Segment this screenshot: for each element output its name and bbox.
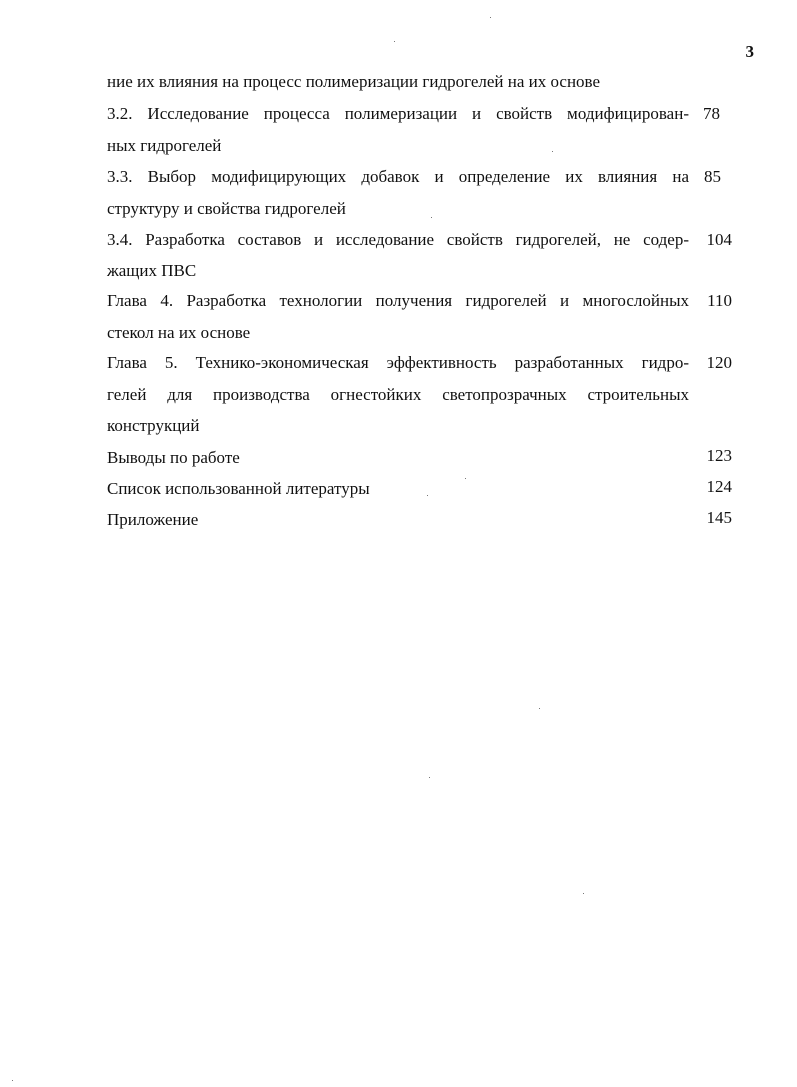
page-number: 3	[745, 42, 754, 61]
scan-speck	[490, 17, 491, 18]
scan-speck	[465, 478, 466, 479]
toc-entry-references: Список использованной литературы	[107, 479, 370, 498]
toc-entry-chapter-5-line-3: конструкций	[107, 416, 200, 435]
scan-speck	[431, 217, 432, 218]
toc-entry-references-page: 124	[706, 477, 732, 496]
toc-entry-chapter-5-line-1: Глава 5. Технико-экономическая эффективность разработанных гидро-	[107, 353, 689, 372]
toc-entry-3-2-page: 78	[703, 104, 720, 123]
scan-speck	[12, 1080, 13, 1081]
toc-entry-chapter-4-line-2: стекол на их основе	[107, 323, 251, 342]
toc-entry-appendix-page: 145	[706, 508, 732, 527]
toc-entry-3-3-line-2: структуру и свойства гидрогелей	[107, 199, 346, 218]
toc-entry-3-4-page: 104	[706, 230, 732, 249]
toc-entry-chapter-4-line-1: Глава 4. Разработка технологии получения гидрогелей и многослойных	[107, 291, 689, 310]
toc-entry-conclusions-page: 123	[706, 446, 732, 465]
toc-entry-chapter-5-page: 120	[706, 353, 732, 372]
scan-speck	[583, 893, 584, 894]
toc-entry-3-3-page: 85	[704, 167, 721, 186]
toc-entry-3-4-line-1: 3.4. Разработка составов и исследование свойств гидрогелей, не содер-	[107, 230, 689, 249]
toc-continuation-line: ние их влияния на процесс полимеризации гидрогелей на их основе	[107, 72, 601, 91]
scan-speck	[394, 41, 395, 42]
toc-entry-3-2-line-1: 3.2. Исследование процесса полимеризации и свойств модифицирован-	[107, 104, 689, 123]
toc-entry-3-2-line-2: ных гидрогелей	[107, 136, 222, 155]
toc-entry-appendix: Приложение	[107, 510, 199, 529]
toc-entry-chapter-5-line-2: гелей для производства огнестойких светопрозрачных строительных	[107, 385, 689, 404]
toc-entry-chapter-4-page: 110	[707, 291, 732, 310]
toc-entry-3-4-line-2: жащих ПВС	[107, 261, 197, 280]
scan-speck	[552, 151, 553, 152]
scan-speck	[427, 495, 428, 496]
scan-speck	[539, 708, 540, 709]
scan-speck	[429, 777, 430, 778]
toc-entry-3-3-line-1: 3.3. Выбор модифицирующих добавок и определение их влияния на	[107, 167, 689, 186]
toc-entry-conclusions: Выводы по работе	[107, 448, 240, 467]
